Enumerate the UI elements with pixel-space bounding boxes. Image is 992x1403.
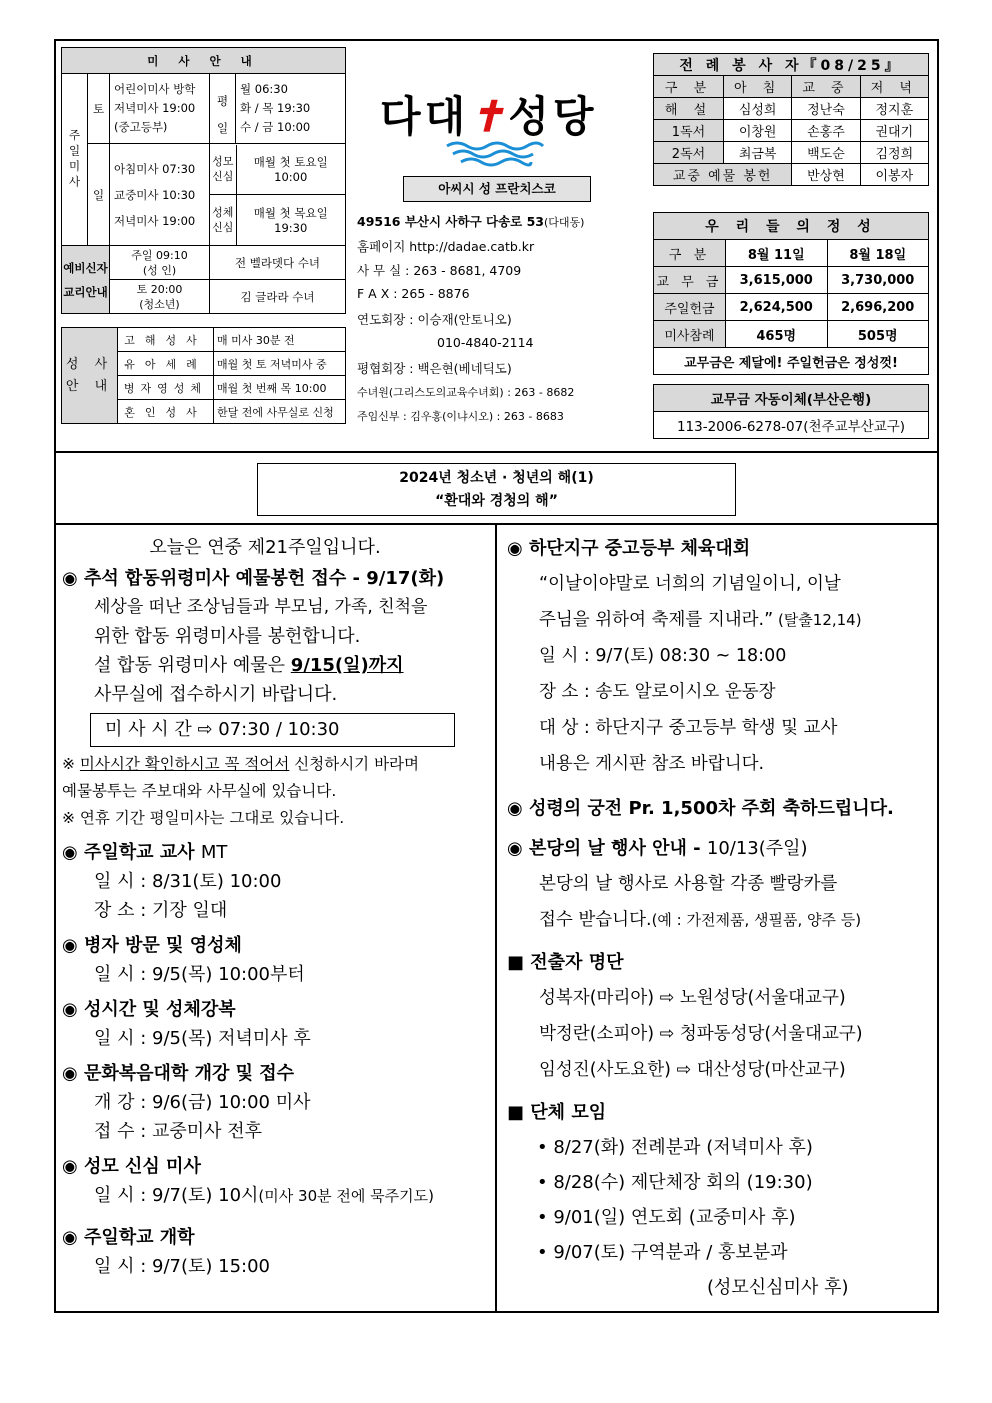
parish-contact xyxy=(357,212,653,433)
notice-line: 대 상 : 하단지구 중고등부 학생 및 교사 xyxy=(539,718,838,738)
cat-adult-time: 주일 09:10 (성 인) xyxy=(110,246,210,280)
sunday-label: 일 xyxy=(88,144,110,246)
president: 연도회장 : 이승재(안토니오) xyxy=(357,312,512,327)
logo-text-2: 성당 xyxy=(508,92,598,141)
liturgy-header: 저 녁 xyxy=(860,76,928,98)
liturgy-header: 구 분 xyxy=(654,76,724,98)
liturgy-cell: 백도순 xyxy=(792,142,860,164)
notice-line: 사무실에 접수하시기 바랍니다. xyxy=(94,684,338,705)
offerings-label: 주일헌금 xyxy=(654,294,726,321)
liturgy-cell: 최금복 xyxy=(724,142,792,164)
group-meeting-note: (성모신심미사 후) xyxy=(707,1277,849,1298)
notice-line: 일 시 : 9/7(토) 15:00 xyxy=(94,1256,271,1277)
group-meeting: • 8/27(화) 전례분과 (저녁미사 후) xyxy=(537,1137,813,1158)
transfer-heading: ■ 전출자 명단 xyxy=(507,952,624,973)
parish-logo xyxy=(380,84,598,144)
sacrament-name: 혼인성사 xyxy=(118,400,214,424)
quote-line: 주님을 위하여 축제를 지내라.” (탈출12,14) xyxy=(539,610,862,630)
liturgy-cell: 김정희 xyxy=(860,142,928,164)
notice-heading: ◉ 문화복음대학 개강 및 접수 xyxy=(62,1063,295,1084)
groups-heading: ■ 단체 모임 xyxy=(507,1102,607,1123)
liturgy-role: 1독서 xyxy=(654,120,724,142)
note-line: 예물봉투는 주보대와 사무실에 있습니다. xyxy=(62,782,337,800)
liturgy-header: 아 침 xyxy=(724,76,792,98)
sunday-mass-list: 아침미사 07:30 교중미사 10:30 저녁미사 19:00 xyxy=(110,144,210,246)
saturday-label: 토 xyxy=(88,74,110,144)
notice-line: 접 수 : 교중미사 전후 xyxy=(94,1121,263,1142)
notice-line: 일 시 : 9/5(목) 10:00부터 xyxy=(94,964,305,985)
liturgy-role: 해 설 xyxy=(654,98,724,120)
devotion-cells xyxy=(210,144,346,246)
sacrament-name: 고해성사 xyxy=(118,328,214,352)
offerings-cell: 505명 xyxy=(827,321,929,348)
fax: F A X : 265 - 8876 xyxy=(357,285,470,301)
bank-title: 교무금 자동이체(부산은행) xyxy=(654,385,929,412)
sacrament-value: 매 미사 30분 전 xyxy=(214,328,346,352)
liturgy-title: 전 례 봉 사 자『08/25』 xyxy=(654,54,929,76)
liturgy-cell: 손홍주 xyxy=(792,120,860,142)
bank-account: 113-2006-6278-07(천주교부산교구) xyxy=(654,412,929,439)
marian-label: 성모 신심 xyxy=(210,145,236,195)
notice-heading: ◉ 하단지구 중고등부 체육대회 xyxy=(507,538,751,559)
president-phone: 010-4840-2114 xyxy=(437,334,534,350)
year-theme xyxy=(257,463,736,516)
sacraments-table xyxy=(61,327,346,424)
waves-icon xyxy=(445,140,545,168)
offerings-label: 교 무 금 xyxy=(654,267,726,294)
marian-time: 매월 첫 토요일 10:00 xyxy=(236,145,345,195)
notice-line: 위한 합동 위령미사를 봉헌합니다. xyxy=(94,626,361,647)
patron-saint: 아씨시 성 프란치스코 xyxy=(403,176,591,202)
offerings-header: 구 분 xyxy=(654,240,726,267)
group-meeting: • 9/07(토) 구역분과 / 홍보분과 xyxy=(537,1242,788,1263)
logo-text-1: 다대 xyxy=(380,92,470,141)
offerings-cell: 465명 xyxy=(726,321,828,348)
notice-heading: ◉ 추석 합동위령미사 예물봉헌 접수 - 9/17(화) xyxy=(62,568,445,589)
quote-line: “이날이야말로 너희의 기념일이니, 이날 xyxy=(539,574,841,594)
sacrament-name: 병자영성체 xyxy=(118,376,214,400)
saturday-mass-list: 어린이미사 방학 저녁미사 19:00 (중고등부) xyxy=(110,74,210,144)
notice-line: 장 소 : 송도 알로이시오 운동장 xyxy=(539,682,776,702)
catechumen-label: 예비신자 교리안내 xyxy=(62,246,110,314)
cat-youth-teacher: 김 글라라 수녀 xyxy=(210,280,346,314)
homepage[interactable]: 홈페이지 http://dadae.catb.kr xyxy=(357,238,535,254)
left-column xyxy=(62,532,488,1281)
cross-icon: ✝ xyxy=(469,92,509,141)
offerings-title: 우 리 들 의 정 성 xyxy=(654,213,929,240)
header-divider xyxy=(54,451,939,453)
address-suffix: (다대동) xyxy=(543,216,585,229)
notice-line: 장 소 : 기장 일대 xyxy=(94,900,228,921)
sacrament-value: 매월 첫 번째 목 10:00 xyxy=(214,376,346,400)
sacrament-value: 매월 첫 토 저녁미사 중 xyxy=(214,352,346,376)
transfer-row: 성복자(마리아) ⇨ 노원성당(서울대교구) xyxy=(539,988,846,1008)
offerings-table xyxy=(653,212,929,375)
liturgy-role: 2독서 xyxy=(654,142,724,164)
liturgy-cell: 권대기 xyxy=(860,120,928,142)
notice-heading: ◉ 주일학교 개학 xyxy=(62,1227,195,1248)
eucharist-time: 매월 첫 목요일 19:30 xyxy=(253,205,328,235)
notice-line: 일 시 : 9/7(토) 10시(미사 30분 전에 묵주기도) xyxy=(94,1185,434,1206)
theme-line-2: “환대와 경청의 해” xyxy=(435,493,558,509)
notice-line: 내용은 게시판 참조 바랍니다. xyxy=(539,754,765,774)
mass-time-box: 미 사 시 간 ⇨ 07:30 / 10:30 xyxy=(90,713,455,747)
transfer-row: 박정란(소피아) ⇨ 청파동성당(서울대교구) xyxy=(539,1024,863,1044)
offerings-cell: 3,730,000 xyxy=(827,267,929,294)
cat-youth-time: 토 20:00 (청소년) xyxy=(110,280,210,314)
sacraments-title: 성 사 안 내 xyxy=(62,328,118,424)
notice-heading: ◉ 주일학교 교사 MT xyxy=(62,842,228,863)
notice-line: 일 시 : 9/5(목) 저녁미사 후 xyxy=(94,1028,311,1049)
sisters-contact: 수녀원(그리스도의교육수녀회) : 263 - 8682 xyxy=(357,385,575,399)
liturgy-cell: 이창원 xyxy=(724,120,792,142)
weekday-times: 월 06:30 화 / 목 19:30 수 / 금 10:00 xyxy=(236,74,346,144)
eucharist-label: 성체 신심 xyxy=(210,195,236,245)
weekday-label: 평 일 xyxy=(210,74,236,144)
address: 49516 부산시 사하구 다송로 53 xyxy=(357,214,544,229)
right-column xyxy=(507,532,931,1305)
council-president: 평협회장 : 백은현(베네딕도) xyxy=(357,361,512,376)
bank-table xyxy=(653,384,929,439)
notice-line: 설 합동 위령미사 예물은 9/15(일)까지 xyxy=(94,655,404,676)
notice-line: 세상을 떠난 조상님들과 부모님, 가족, 친척을 xyxy=(94,597,428,617)
intro-line: 오늘은 연중 제21주일입니다. xyxy=(149,537,381,558)
notice-line: 접수 받습니다.(예 : 가전제품, 생필품, 양주 등) xyxy=(539,910,862,930)
group-meeting: • 8/28(수) 제단체장 회의 (19:30) xyxy=(537,1172,813,1193)
liturgy-cell: 정지훈 xyxy=(860,98,928,120)
liturgy-cell: 정난숙 xyxy=(792,98,860,120)
notice-line: 일 시 : 8/31(토) 10:00 xyxy=(94,871,282,892)
offerings-cell: 2,624,500 xyxy=(726,294,828,321)
sunday-mass-label: 주일미사 xyxy=(62,74,88,246)
note-line: ※ 미사시간 확인하시고 꼭 적어서 신청하시기 바라며 xyxy=(62,755,419,773)
offering-role: 교중 예물 봉헌 xyxy=(654,164,792,186)
group-meeting: • 9/01(일) 연도회 (교중미사 후) xyxy=(537,1207,796,1228)
liturgy-cell: 심성희 xyxy=(724,98,792,120)
theme-line-1: 2024년 청소년 · 청년의 해(1) xyxy=(399,470,594,486)
office-phone: 사 무 실 : 263 - 8681, 4709 xyxy=(357,263,522,278)
notice-line: 개 강 : 9/6(금) 10:00 미사 xyxy=(94,1092,311,1113)
notice-line: 일 시 : 9/7(토) 08:30 ~ 18:00 xyxy=(539,646,787,666)
notice-heading: ◉ 성모 신심 미사 xyxy=(62,1156,201,1177)
note-line: ※ 연휴 기간 평일미사는 그대로 있습니다. xyxy=(62,809,345,827)
pastor-contact: 주임신부 : 김우홍(이냐시오) : 263 - 8683 xyxy=(357,410,564,423)
column-divider xyxy=(495,523,497,1313)
offerings-header: 8월 18일 xyxy=(827,240,929,267)
offerings-label: 미사참례 xyxy=(654,321,726,348)
offerings-cell: 2,696,200 xyxy=(827,294,929,321)
transfer-row: 임성진(사도요한) ⇨ 대산성당(마산교구) xyxy=(539,1060,846,1080)
notice-heading: ◉ 병자 방문 및 영성체 xyxy=(62,935,242,956)
liturgy-header: 교 중 xyxy=(792,76,860,98)
notice-heading: ◉ 본당의 날 행사 안내 - 10/13(주일) xyxy=(507,838,808,859)
sacrament-name: 유아세례 xyxy=(118,352,214,376)
cat-adult-teacher: 전 벨라뎃다 수녀 xyxy=(210,246,346,280)
liturgy-cell: 이봉자 xyxy=(860,164,928,186)
mass-guide-title: 미 사 안 내 xyxy=(62,48,346,74)
sacrament-value: 한달 전에 사무실로 신청 xyxy=(214,400,346,424)
notice-line: 본당의 날 행사로 사용할 각종 빨랑카를 xyxy=(539,874,838,894)
offerings-header: 8월 11일 xyxy=(726,240,828,267)
liturgy-servers-table xyxy=(653,53,929,186)
liturgy-cell: 반상현 xyxy=(792,164,860,186)
notice-heading: ◉ 성시간 및 성체강복 xyxy=(62,999,236,1020)
offerings-cell: 3,615,000 xyxy=(726,267,828,294)
mass-guide-table xyxy=(61,47,346,314)
notice-heading: ◉ 성령의 궁전 Pr. 1,500차 주회 축하드립니다. xyxy=(507,798,894,819)
offerings-footer: 교무금은 제달에! 주일헌금은 정성껏! xyxy=(654,348,929,375)
